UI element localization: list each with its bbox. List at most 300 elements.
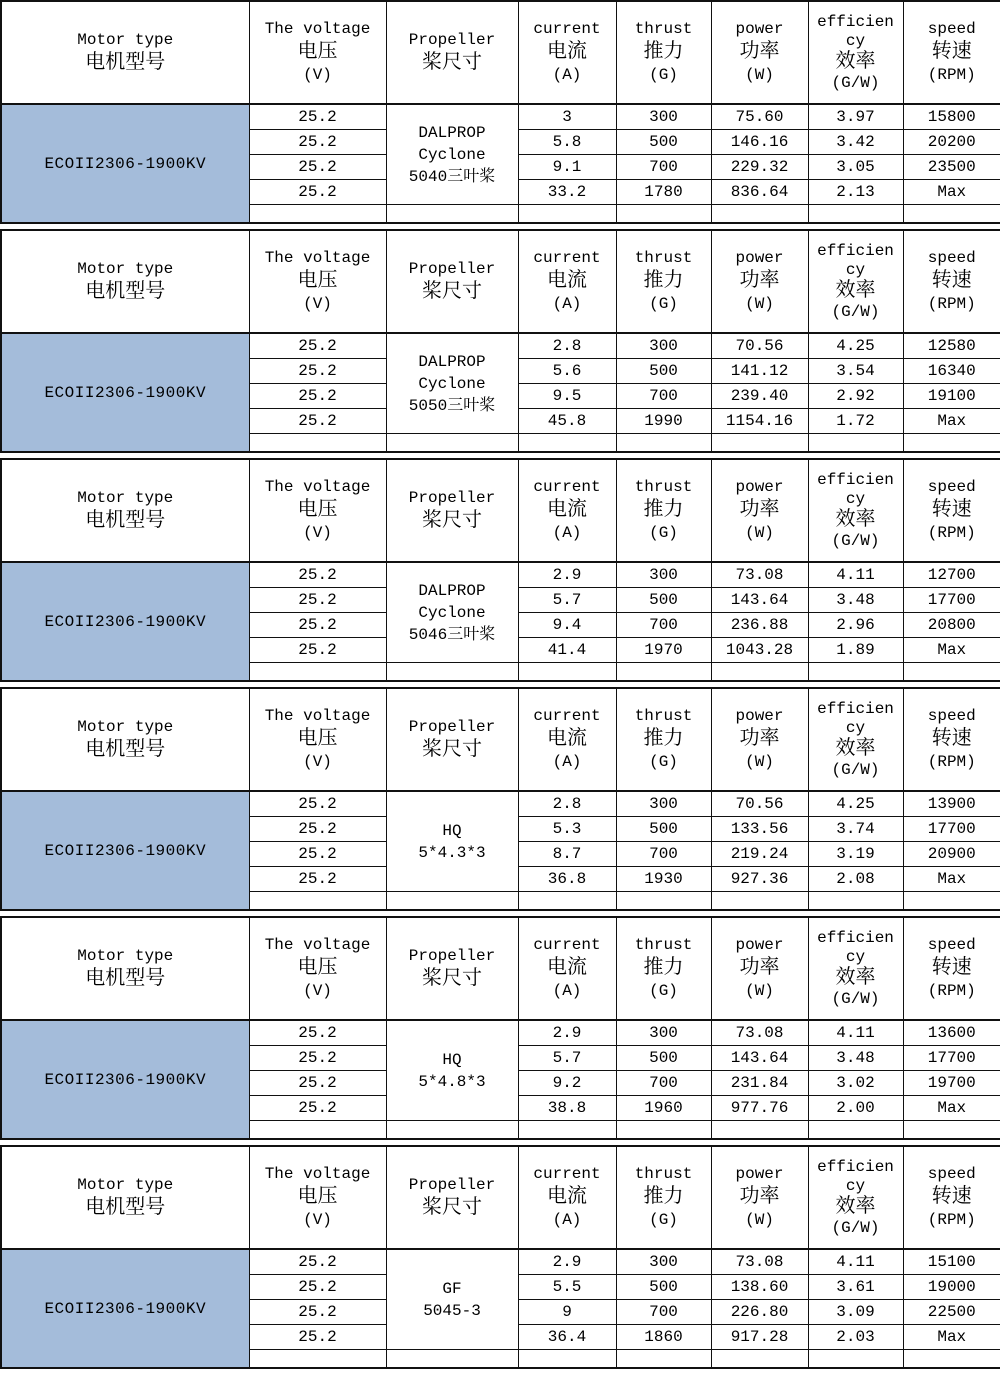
voltage-value: 25.2 [249, 613, 386, 638]
thrust-value: 700 [616, 842, 711, 867]
power-value: 231.84 [711, 1071, 808, 1096]
thrust-value: 700 [616, 384, 711, 409]
thrust-header-en: thrust [634, 478, 693, 496]
header-row [1, 688, 1000, 791]
efficiency-value: 4.25 [808, 333, 903, 359]
power-header [711, 1146, 808, 1249]
propeller-header [386, 230, 518, 333]
voltage-header-unit: (V) [303, 982, 332, 1000]
motor-name-cell: ECOII2306-1900KV [1, 1020, 249, 1139]
power-value: 70.56 [711, 333, 808, 359]
voltage-value: 25.2 [249, 180, 386, 205]
speed-value: 12580 [903, 333, 1000, 359]
speed-value: Max [903, 180, 1000, 205]
efficiency-header-en-line1: efficien [817, 699, 894, 718]
motor-type-header [1, 230, 249, 333]
current-header-en: current [533, 936, 601, 954]
empty-cell [616, 434, 711, 453]
efficiency-header-unit: (G/W) [831, 1218, 880, 1237]
power-header-unit: (W) [745, 1211, 774, 1229]
thrust-header-unit: (G) [649, 753, 678, 771]
efficiency-header [808, 1146, 903, 1249]
voltage-value: 25.2 [249, 817, 386, 842]
thrust-value: 700 [616, 155, 711, 180]
power-value: 1154.16 [711, 409, 808, 434]
efficiency-header-en-line2: cy [845, 31, 866, 50]
speed-value: 12700 [903, 562, 1000, 588]
empty-cell [616, 892, 711, 911]
empty-cell [518, 1121, 616, 1140]
thrust-value: 700 [616, 1071, 711, 1096]
empty-cell [711, 892, 808, 911]
power-value: 236.88 [711, 613, 808, 638]
propeller-header-zh: 桨尺寸 [422, 738, 482, 762]
voltage-header-en: The voltage [264, 1165, 371, 1183]
propeller-cell [386, 1020, 518, 1121]
current-header-unit: (A) [552, 1211, 582, 1229]
speed-header [903, 688, 1000, 791]
current-header-en: current [533, 707, 601, 725]
motor-type-header-en: Motor type [77, 717, 174, 736]
current-value: 9.5 [518, 384, 616, 409]
thrust-header-unit: (G) [649, 524, 678, 542]
propeller-line-1: HQ [442, 821, 462, 840]
propeller-header [386, 459, 518, 562]
data-row [1, 1249, 1000, 1275]
speed-header-en: speed [927, 1165, 976, 1183]
efficiency-header [808, 1, 903, 104]
speed-value: 22500 [903, 1300, 1000, 1325]
speed-header-unit: (RPM) [927, 982, 976, 1000]
voltage-header-zh: 电压 [297, 957, 338, 980]
speed-header [903, 459, 1000, 562]
voltage-value: 25.2 [249, 1071, 386, 1096]
power-value: 927.36 [711, 867, 808, 892]
speed-header-zh: 转速 [931, 728, 972, 751]
voltage-header [249, 1, 386, 104]
empty-cell [386, 663, 518, 682]
propeller-line-2: Cyclone [418, 145, 486, 164]
power-value: 73.08 [711, 1249, 808, 1275]
thrust-header-zh: 推力 [643, 1186, 684, 1209]
propeller-header-en: Propeller [408, 30, 496, 49]
power-value: 138.60 [711, 1275, 808, 1300]
empty-cell [386, 434, 518, 453]
efficiency-value: 2.00 [808, 1096, 903, 1121]
propeller-header [386, 1146, 518, 1249]
speed-header-en: speed [927, 478, 976, 496]
data-row [1, 104, 1000, 130]
power-header-zh: 功率 [739, 728, 780, 751]
propeller-header-zh: 桨尺寸 [422, 509, 482, 533]
voltage-value: 25.2 [249, 842, 386, 867]
speed-value: 19000 [903, 1275, 1000, 1300]
header-row [1, 917, 1000, 1020]
voltage-value: 25.2 [249, 384, 386, 409]
power-header-zh: 功率 [739, 1186, 780, 1209]
current-value: 5.8 [518, 130, 616, 155]
header-row [1, 1146, 1000, 1249]
efficiency-value: 2.03 [808, 1325, 903, 1350]
propeller-line-2: 5*4.8*3 [418, 1072, 486, 1091]
efficiency-value: 3.09 [808, 1300, 903, 1325]
motor-type-header-en: Motor type [77, 259, 174, 278]
power-header-unit: (W) [745, 66, 774, 84]
speed-header-unit: (RPM) [927, 66, 976, 84]
propeller-line-1: DALPROP [418, 352, 486, 371]
speed-value: 19700 [903, 1071, 1000, 1096]
voltage-header [249, 917, 386, 1020]
propeller-line-2: 5*4.3*3 [418, 843, 486, 862]
empty-cell [616, 205, 711, 224]
speed-header-en: speed [927, 936, 976, 954]
data-row [1, 1020, 1000, 1046]
voltage-value: 25.2 [249, 409, 386, 434]
voltage-value: 25.2 [249, 562, 386, 588]
speed-header-en: speed [927, 707, 976, 725]
motor-spec-table [0, 687, 1000, 911]
voltage-value: 25.2 [249, 1275, 386, 1300]
thrust-header [616, 459, 711, 562]
empty-cell [386, 1121, 518, 1140]
voltage-header-en: The voltage [264, 936, 371, 954]
current-header-en: current [533, 249, 601, 267]
empty-cell [808, 205, 903, 224]
header-row [1, 1, 1000, 104]
voltage-header [249, 459, 386, 562]
speed-value: 15800 [903, 104, 1000, 130]
current-header-unit: (A) [552, 982, 582, 1000]
thrust-value: 500 [616, 588, 711, 613]
power-value: 146.16 [711, 130, 808, 155]
current-value: 45.8 [518, 409, 616, 434]
efficiency-value: 1.89 [808, 638, 903, 663]
current-value: 9.2 [518, 1071, 616, 1096]
current-header-zh: 电流 [547, 499, 587, 522]
power-header [711, 459, 808, 562]
voltage-value: 25.2 [249, 1300, 386, 1325]
voltage-header-zh: 电压 [297, 728, 338, 751]
thrust-header [616, 688, 711, 791]
efficiency-value: 3.48 [808, 588, 903, 613]
efficiency-header-en-line1: efficien [817, 928, 894, 947]
speed-value: Max [903, 409, 1000, 434]
thrust-value: 1960 [616, 1096, 711, 1121]
propeller-line-1: DALPROP [418, 581, 486, 600]
power-value: 977.76 [711, 1096, 808, 1121]
propeller-line-1: HQ [442, 1050, 462, 1069]
voltage-value: 25.2 [249, 333, 386, 359]
propeller-line-1: GF [442, 1279, 462, 1298]
speed-value: 17700 [903, 588, 1000, 613]
motor-name-cell: ECOII2306-1900KV [1, 791, 249, 910]
motor-name-cell: ECOII2306-1900KV [1, 104, 249, 223]
efficiency-value: 3.05 [808, 155, 903, 180]
voltage-header [249, 1146, 386, 1249]
power-value: 70.56 [711, 791, 808, 817]
current-header-zh: 电流 [547, 728, 587, 751]
speed-value: 20900 [903, 842, 1000, 867]
efficiency-value: 2.13 [808, 180, 903, 205]
thrust-value: 1970 [616, 638, 711, 663]
thrust-header-en: thrust [634, 936, 693, 954]
motor-spec-table [0, 229, 1000, 453]
voltage-header [249, 688, 386, 791]
efficiency-value: 4.11 [808, 562, 903, 588]
motor-type-header-zh: 电机型号 [85, 738, 166, 762]
efficiency-value: 3.48 [808, 1046, 903, 1071]
empty-cell [903, 205, 1000, 224]
thrust-value: 300 [616, 333, 711, 359]
current-value: 2.8 [518, 791, 616, 817]
motor-name-cell: ECOII2306-1900KV [1, 1249, 249, 1368]
efficiency-header [808, 459, 903, 562]
propeller-line-2: 5045-3 [423, 1301, 481, 1320]
current-header-unit: (A) [552, 295, 582, 313]
motor-type-header [1, 1, 249, 104]
empty-cell [711, 434, 808, 453]
empty-cell [616, 1121, 711, 1140]
voltage-header-en: The voltage [264, 478, 371, 496]
power-header-unit: (W) [745, 295, 774, 313]
speed-value: 13600 [903, 1020, 1000, 1046]
power-header [711, 917, 808, 1020]
power-header [711, 688, 808, 791]
voltage-value: 25.2 [249, 867, 386, 892]
speed-value: Max [903, 1325, 1000, 1350]
power-header-unit: (W) [745, 982, 774, 1000]
thrust-value: 1860 [616, 1325, 711, 1350]
thrust-header [616, 1, 711, 104]
efficiency-header-unit: (G/W) [831, 989, 880, 1008]
voltage-value: 25.2 [249, 1249, 386, 1275]
voltage-header-en: The voltage [264, 249, 371, 267]
voltage-header-en: The voltage [264, 707, 371, 725]
thrust-value: 1930 [616, 867, 711, 892]
thrust-header-zh: 推力 [643, 270, 684, 293]
thrust-header-unit: (G) [649, 295, 678, 313]
propeller-cell [386, 791, 518, 892]
speed-value: Max [903, 638, 1000, 663]
empty-cell [518, 205, 616, 224]
voltage-value: 25.2 [249, 638, 386, 663]
efficiency-header-unit: (G/W) [831, 760, 880, 779]
thrust-value: 500 [616, 359, 711, 384]
speed-value: 20200 [903, 130, 1000, 155]
current-header-zh: 电流 [547, 41, 587, 64]
propeller-cell [386, 333, 518, 434]
efficiency-header-zh: 效率 [835, 279, 876, 303]
voltage-value: 25.2 [249, 130, 386, 155]
current-header-en: current [533, 1165, 601, 1183]
current-value: 38.8 [518, 1096, 616, 1121]
power-value: 229.32 [711, 155, 808, 180]
current-header [518, 459, 616, 562]
empty-cell [808, 663, 903, 682]
motor-name-cell: ECOII2306-1900KV [1, 562, 249, 681]
current-value: 9.1 [518, 155, 616, 180]
current-value: 5.7 [518, 588, 616, 613]
power-header-zh: 功率 [739, 957, 780, 980]
efficiency-value: 4.11 [808, 1020, 903, 1046]
empty-cell [616, 663, 711, 682]
thrust-value: 1990 [616, 409, 711, 434]
power-value: 75.60 [711, 104, 808, 130]
thrust-value: 1780 [616, 180, 711, 205]
propeller-header [386, 917, 518, 1020]
current-value: 5.6 [518, 359, 616, 384]
efficiency-value: 4.11 [808, 1249, 903, 1275]
current-header-unit: (A) [552, 524, 582, 542]
speed-header [903, 230, 1000, 333]
efficiency-value: 1.72 [808, 409, 903, 434]
voltage-value: 25.2 [249, 1096, 386, 1121]
efficiency-header-en-line2: cy [845, 1176, 866, 1195]
power-value: 143.64 [711, 1046, 808, 1071]
propeller-cell [386, 1249, 518, 1350]
voltage-header-unit: (V) [303, 66, 332, 84]
efficiency-header [808, 230, 903, 333]
propeller-cell [386, 104, 518, 205]
empty-cell [249, 1121, 386, 1140]
propeller-header-zh: 桨尺寸 [422, 280, 482, 304]
data-row [1, 333, 1000, 359]
speed-header-zh: 转速 [931, 499, 972, 522]
voltage-value: 25.2 [249, 791, 386, 817]
voltage-header [249, 230, 386, 333]
power-value: 836.64 [711, 180, 808, 205]
power-header-unit: (W) [745, 753, 774, 771]
motor-spec-table [0, 1145, 1000, 1369]
efficiency-header-en-line1: efficien [817, 1157, 894, 1176]
thrust-header [616, 917, 711, 1020]
thrust-value: 300 [616, 1020, 711, 1046]
speed-header-unit: (RPM) [927, 1211, 976, 1229]
propeller-line-3: 5050三叶桨 [408, 396, 496, 415]
thrust-value: 500 [616, 130, 711, 155]
power-value: 73.08 [711, 562, 808, 588]
power-header-zh: 功率 [739, 41, 780, 64]
propeller-line-3: 5040三叶桨 [408, 167, 496, 186]
empty-cell [711, 205, 808, 224]
power-header-en: power [735, 1165, 784, 1183]
empty-cell [249, 1350, 386, 1369]
power-header-zh: 功率 [739, 270, 780, 293]
current-header-en: current [533, 20, 601, 38]
propeller-header-zh: 桨尺寸 [422, 1196, 482, 1220]
efficiency-header-unit: (G/W) [831, 302, 880, 321]
power-header-en: power [735, 707, 784, 725]
empty-cell [808, 1350, 903, 1369]
propeller-line-2: Cyclone [418, 374, 486, 393]
efficiency-header-en-line1: efficien [817, 470, 894, 489]
power-header-en: power [735, 20, 784, 38]
speed-header-unit: (RPM) [927, 295, 976, 313]
power-header-zh: 功率 [739, 499, 780, 522]
empty-cell [616, 1350, 711, 1369]
propeller-header-en: Propeller [408, 1175, 496, 1194]
efficiency-header-zh: 效率 [835, 50, 876, 74]
empty-cell [386, 1350, 518, 1369]
propeller-header-zh: 桨尺寸 [422, 967, 482, 991]
current-value: 41.4 [518, 638, 616, 663]
speed-value: 15100 [903, 1249, 1000, 1275]
motor-type-header-zh: 电机型号 [85, 1196, 166, 1220]
propeller-line-1: DALPROP [418, 123, 486, 142]
current-value: 9 [518, 1300, 616, 1325]
current-value: 2.9 [518, 1020, 616, 1046]
speed-header [903, 1146, 1000, 1249]
speed-header-zh: 转速 [931, 1186, 972, 1209]
motor-type-header-zh: 电机型号 [85, 967, 166, 991]
empty-cell [808, 892, 903, 911]
empty-cell [518, 434, 616, 453]
current-header [518, 917, 616, 1020]
thrust-value: 300 [616, 104, 711, 130]
efficiency-header-en-line2: cy [845, 260, 866, 279]
efficiency-header [808, 917, 903, 1020]
speed-value: Max [903, 1096, 1000, 1121]
thrust-header-zh: 推力 [643, 41, 684, 64]
power-value: 133.56 [711, 817, 808, 842]
voltage-value: 25.2 [249, 1325, 386, 1350]
empty-cell [903, 663, 1000, 682]
efficiency-header-unit: (G/W) [831, 531, 880, 550]
thrust-value: 300 [616, 562, 711, 588]
speed-value: 17700 [903, 817, 1000, 842]
current-value: 36.4 [518, 1325, 616, 1350]
motor-name-cell: ECOII2306-1900KV [1, 333, 249, 452]
efficiency-value: 3.19 [808, 842, 903, 867]
header-row [1, 230, 1000, 333]
propeller-header-en: Propeller [408, 717, 496, 736]
voltage-value: 25.2 [249, 588, 386, 613]
efficiency-value: 3.61 [808, 1275, 903, 1300]
motor-type-header [1, 917, 249, 1020]
thrust-value: 300 [616, 791, 711, 817]
motor-type-header-en: Motor type [77, 946, 174, 965]
thrust-header [616, 230, 711, 333]
efficiency-value: 2.96 [808, 613, 903, 638]
speed-value: 17700 [903, 1046, 1000, 1071]
efficiency-value: 3.02 [808, 1071, 903, 1096]
motor-type-header-zh: 电机型号 [85, 280, 166, 304]
power-value: 226.80 [711, 1300, 808, 1325]
thrust-value: 700 [616, 613, 711, 638]
speed-value: 19100 [903, 384, 1000, 409]
propeller-line-3: 5046三叶桨 [408, 625, 496, 644]
thrust-value: 500 [616, 1046, 711, 1071]
voltage-header-unit: (V) [303, 524, 332, 542]
voltage-value: 25.2 [249, 155, 386, 180]
empty-cell [903, 434, 1000, 453]
current-header-unit: (A) [552, 66, 582, 84]
efficiency-value: 2.08 [808, 867, 903, 892]
power-value: 1043.28 [711, 638, 808, 663]
efficiency-header-en-line2: cy [845, 489, 866, 508]
speed-header-zh: 转速 [931, 41, 972, 64]
speed-header-en: speed [927, 20, 976, 38]
thrust-header-unit: (G) [649, 66, 678, 84]
motor-type-header-zh: 电机型号 [85, 509, 166, 533]
empty-cell [249, 663, 386, 682]
efficiency-value: 2.92 [808, 384, 903, 409]
motor-type-header [1, 1146, 249, 1249]
data-row [1, 562, 1000, 588]
speed-value: 20800 [903, 613, 1000, 638]
power-header-en: power [735, 936, 784, 954]
thrust-header-unit: (G) [649, 982, 678, 1000]
